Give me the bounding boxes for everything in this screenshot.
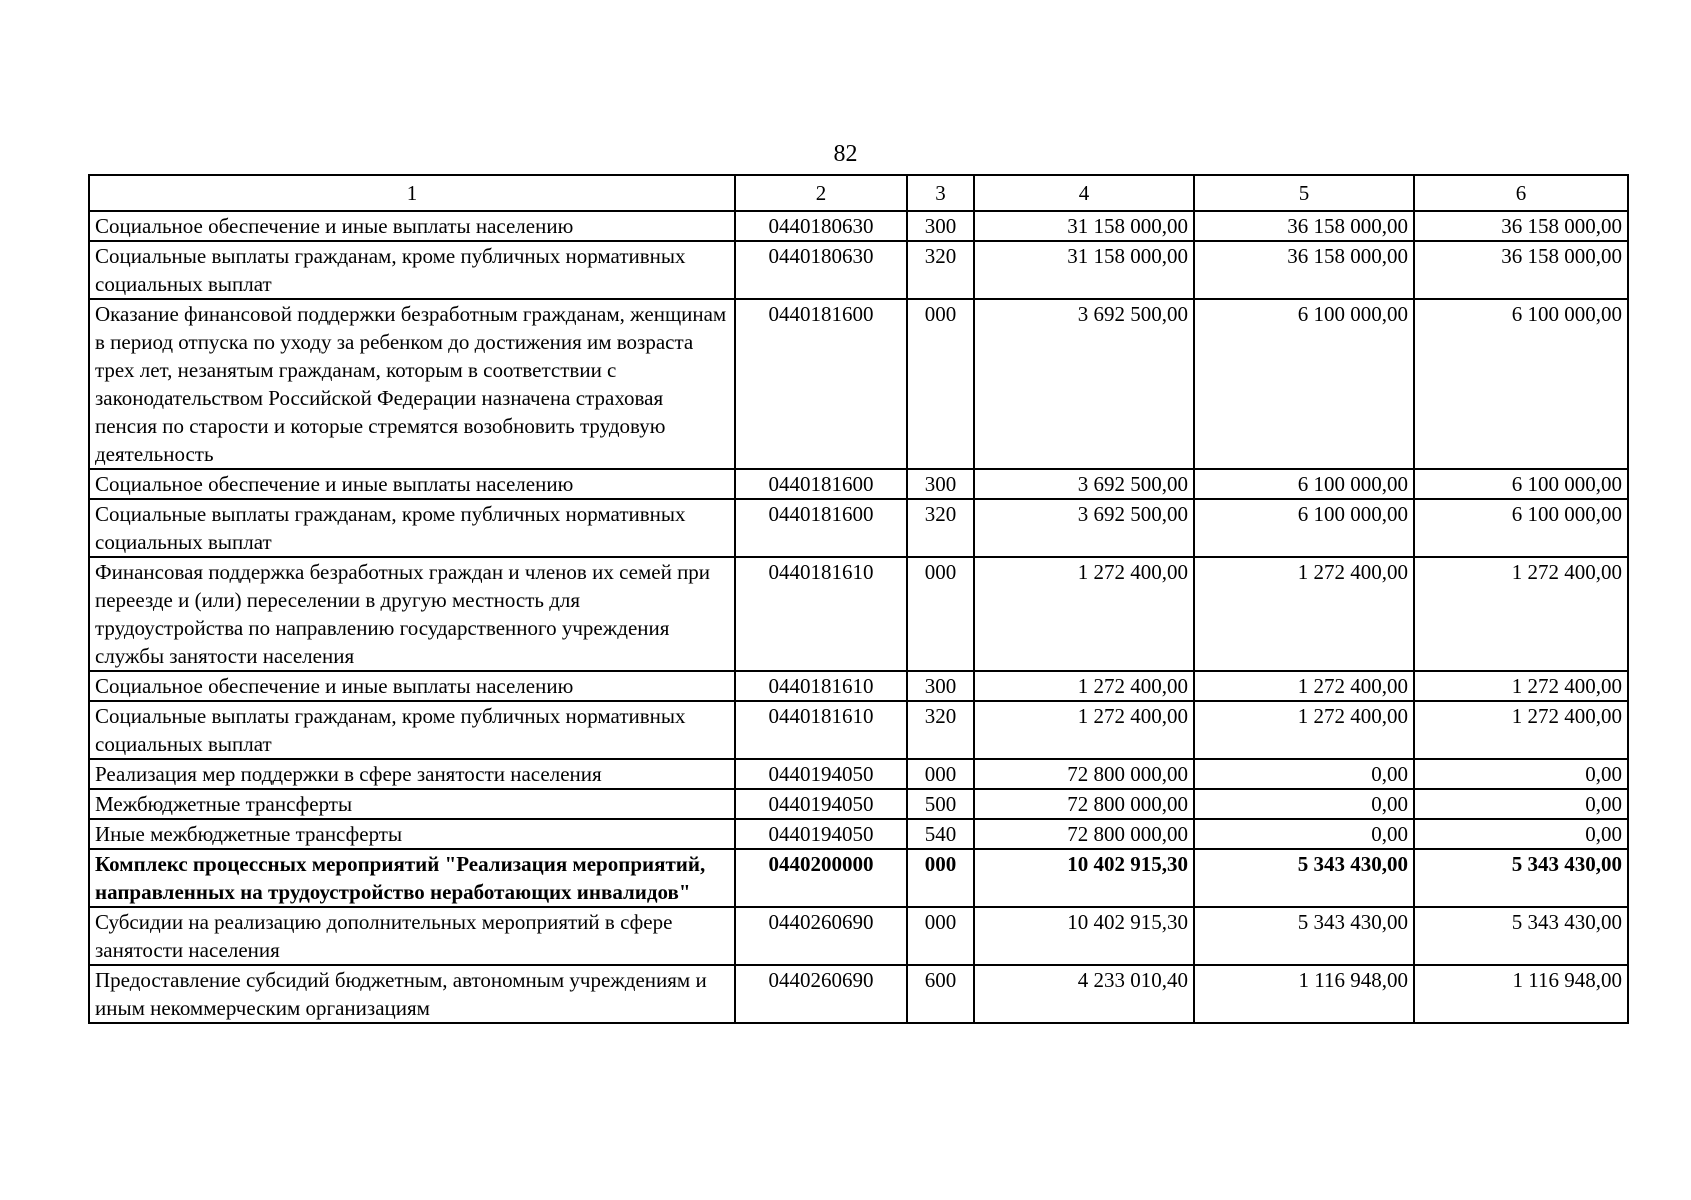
- row-name-cell: Социальное обеспечение и иные выплаты населению: [89, 469, 735, 499]
- row-amount-col4-cell: 1 272 400,00: [974, 701, 1194, 759]
- row-amount-col6-cell: 1 272 400,00: [1414, 701, 1628, 759]
- row-code-cell: 0440194050: [735, 759, 907, 789]
- row-kind-cell: 300: [907, 671, 974, 701]
- row-amount-col5-cell: 0,00: [1194, 759, 1414, 789]
- row-amount-col4-cell: 72 800 000,00: [974, 759, 1194, 789]
- row-code-cell: 0440260690: [735, 907, 907, 965]
- table-row: [89, 759, 1628, 789]
- row-name-cell: Социальное обеспечение и иные выплаты населению: [89, 211, 735, 241]
- row-amount-col5-cell: 36 158 000,00: [1194, 211, 1414, 241]
- row-amount-col6-cell: 5 343 430,00: [1414, 907, 1628, 965]
- row-amount-col5-cell: 0,00: [1194, 819, 1414, 849]
- header-row: [89, 175, 1628, 211]
- row-name-cell: Финансовая поддержка безработных граждан и членов их семей при переезде и (или) переселении в другую местность для трудоустройства по направлению государственного учреждения службы занятости населения: [89, 557, 735, 671]
- row-code-cell: 0440181600: [735, 299, 907, 469]
- row-amount-col6-cell: 0,00: [1414, 759, 1628, 789]
- row-amount-col5-cell: 5 343 430,00: [1194, 849, 1414, 907]
- table-row: [89, 819, 1628, 849]
- row-name-cell: Комплекс процессных мероприятий "Реализация мероприятий, направленных на трудоустройство неработающих инвалидов": [89, 849, 735, 907]
- column-header: 1: [89, 175, 735, 211]
- row-name-cell: Оказание финансовой поддержки безработным гражданам, женщинам в период отпуска по уходу за ребенком до достижения им возраста трех лет, незанятым гражданам, которым в соответствии с законодательством Российской Федерации назначена страховая пенсия по старости и которые стремятся возобновить трудовую деятельность: [89, 299, 735, 469]
- row-code-cell: 0440200000: [735, 849, 907, 907]
- column-header: 5: [1194, 175, 1414, 211]
- row-amount-col6-cell: 36 158 000,00: [1414, 211, 1628, 241]
- row-amount-col5-cell: 36 158 000,00: [1194, 241, 1414, 299]
- row-amount-col6-cell: 0,00: [1414, 789, 1628, 819]
- row-amount-col4-cell: 31 158 000,00: [974, 241, 1194, 299]
- row-kind-cell: 000: [907, 849, 974, 907]
- table-row: [89, 499, 1628, 557]
- row-code-cell: 0440260690: [735, 965, 907, 1023]
- row-code-cell: 0440194050: [735, 789, 907, 819]
- row-amount-col5-cell: 1 272 400,00: [1194, 701, 1414, 759]
- row-code-cell: 0440181600: [735, 499, 907, 557]
- table-row: [89, 849, 1628, 907]
- table-row: [89, 907, 1628, 965]
- row-name-cell: Социальные выплаты гражданам, кроме публичных нормативных социальных выплат: [89, 499, 735, 557]
- row-amount-col4-cell: 31 158 000,00: [974, 211, 1194, 241]
- row-code-cell: 0440180630: [735, 211, 907, 241]
- row-amount-col5-cell: 6 100 000,00: [1194, 299, 1414, 469]
- row-kind-cell: 320: [907, 241, 974, 299]
- table-row: [89, 241, 1628, 299]
- row-code-cell: 0440181610: [735, 701, 907, 759]
- table-row: [89, 469, 1628, 499]
- row-amount-col6-cell: 6 100 000,00: [1414, 499, 1628, 557]
- row-amount-col5-cell: 1 272 400,00: [1194, 671, 1414, 701]
- row-kind-cell: 300: [907, 469, 974, 499]
- row-kind-cell: 300: [907, 211, 974, 241]
- row-amount-col6-cell: 1 272 400,00: [1414, 671, 1628, 701]
- table-row: [89, 965, 1628, 1023]
- row-kind-cell: 320: [907, 499, 974, 557]
- row-code-cell: 0440181600: [735, 469, 907, 499]
- row-amount-col6-cell: 5 343 430,00: [1414, 849, 1628, 907]
- row-code-cell: 0440181610: [735, 671, 907, 701]
- table-body: [89, 211, 1628, 1023]
- row-amount-col6-cell: 1 272 400,00: [1414, 557, 1628, 671]
- row-code-cell: 0440180630: [735, 241, 907, 299]
- row-amount-col4-cell: 3 692 500,00: [974, 499, 1194, 557]
- row-amount-col4-cell: 10 402 915,30: [974, 907, 1194, 965]
- budget-table: [88, 174, 1629, 1024]
- row-kind-cell: 600: [907, 965, 974, 1023]
- table-row: [89, 299, 1628, 469]
- row-name-cell: Иные межбюджетные трансферты: [89, 819, 735, 849]
- row-amount-col4-cell: 72 800 000,00: [974, 819, 1194, 849]
- row-amount-col4-cell: 10 402 915,30: [974, 849, 1194, 907]
- row-kind-cell: 000: [907, 557, 974, 671]
- column-header: 2: [735, 175, 907, 211]
- row-kind-cell: 000: [907, 299, 974, 469]
- row-amount-col4-cell: 72 800 000,00: [974, 789, 1194, 819]
- row-amount-col4-cell: 1 272 400,00: [974, 557, 1194, 671]
- row-name-cell: Предоставление субсидий бюджетным, автономным учреждениям и иным некоммерческим организациям: [89, 965, 735, 1023]
- row-amount-col5-cell: 1 272 400,00: [1194, 557, 1414, 671]
- column-header: 3: [907, 175, 974, 211]
- page-number: 82: [833, 141, 858, 167]
- row-amount-col6-cell: 6 100 000,00: [1414, 299, 1628, 469]
- row-name-cell: Социальные выплаты гражданам, кроме публичных нормативных социальных выплат: [89, 241, 735, 299]
- row-name-cell: Социальные выплаты гражданам, кроме публичных нормативных социальных выплат: [89, 701, 735, 759]
- table-row: [89, 701, 1628, 759]
- row-name-cell: Реализация мер поддержки в сфере занятости населения: [89, 759, 735, 789]
- row-amount-col4-cell: 4 233 010,40: [974, 965, 1194, 1023]
- row-kind-cell: 500: [907, 789, 974, 819]
- row-amount-col5-cell: 1 116 948,00: [1194, 965, 1414, 1023]
- column-header: 6: [1414, 175, 1628, 211]
- row-amount-col5-cell: 5 343 430,00: [1194, 907, 1414, 965]
- row-kind-cell: 000: [907, 907, 974, 965]
- row-amount-col4-cell: 3 692 500,00: [974, 469, 1194, 499]
- table-row: [89, 671, 1628, 701]
- row-amount-col6-cell: 0,00: [1414, 819, 1628, 849]
- row-amount-col6-cell: 36 158 000,00: [1414, 241, 1628, 299]
- column-header: 4: [974, 175, 1194, 211]
- row-amount-col6-cell: 6 100 000,00: [1414, 469, 1628, 499]
- table-row: [89, 789, 1628, 819]
- row-kind-cell: 000: [907, 759, 974, 789]
- row-code-cell: 0440194050: [735, 819, 907, 849]
- row-code-cell: 0440181610: [735, 557, 907, 671]
- table-row: [89, 211, 1628, 241]
- row-kind-cell: 540: [907, 819, 974, 849]
- row-kind-cell: 320: [907, 701, 974, 759]
- row-amount-col5-cell: 6 100 000,00: [1194, 499, 1414, 557]
- row-amount-col6-cell: 1 116 948,00: [1414, 965, 1628, 1023]
- row-amount-col5-cell: 6 100 000,00: [1194, 469, 1414, 499]
- row-amount-col4-cell: 3 692 500,00: [974, 299, 1194, 469]
- row-name-cell: Субсидии на реализацию дополнительных мероприятий в сфере занятости населения: [89, 907, 735, 965]
- row-amount-col5-cell: 0,00: [1194, 789, 1414, 819]
- row-name-cell: Социальное обеспечение и иные выплаты населению: [89, 671, 735, 701]
- row-name-cell: Межбюджетные трансферты: [89, 789, 735, 819]
- table-row: [89, 557, 1628, 671]
- row-amount-col4-cell: 1 272 400,00: [974, 671, 1194, 701]
